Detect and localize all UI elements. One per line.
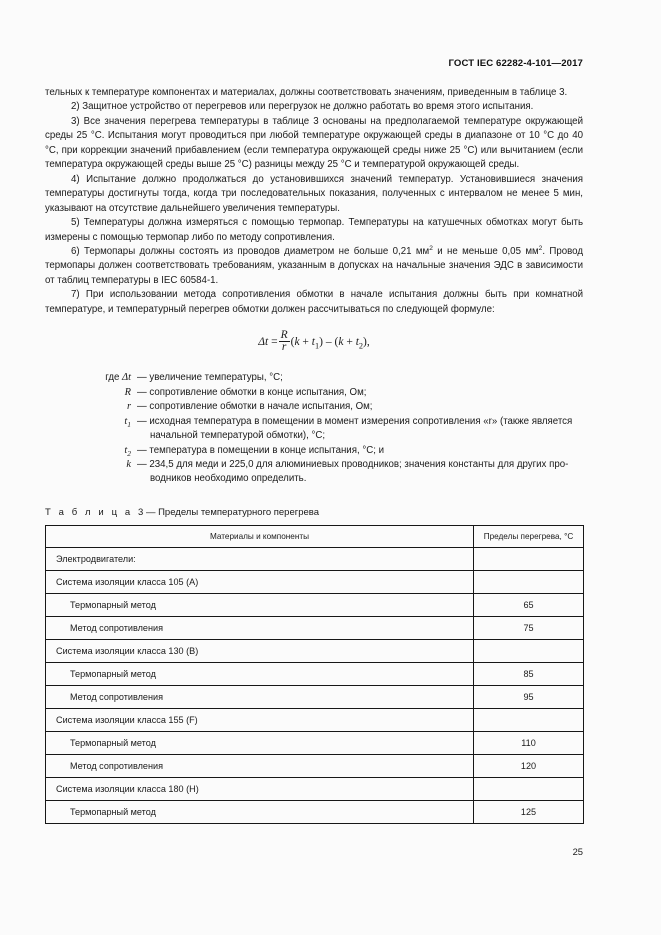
- definition-item-r-lower: [45, 400, 583, 414]
- cell-material: Система изоляции класса 180 (H): [46, 777, 474, 800]
- table-row: [46, 593, 584, 616]
- cell-material: Термопарный метод: [46, 662, 474, 685]
- formula-lhs: Δt: [258, 336, 269, 349]
- definition-text-t1-line1: — исходная температура в помещении в момент измерения сопротивления «r» (также является: [137, 415, 573, 427]
- column-header-limits: Пределы перегрева, °С: [474, 525, 584, 547]
- definition-text-r-lower: — сопротивление обмотки в начале испытания, Ом;: [137, 401, 373, 413]
- cell-value: [474, 570, 584, 593]
- cell-material: Система изоляции класса 105 (A): [46, 570, 474, 593]
- cell-material: Термопарный метод: [46, 593, 474, 616]
- formula-plus-2: +: [346, 336, 353, 349]
- formula-t2: t: [355, 336, 359, 349]
- formula-k2: k: [338, 336, 344, 349]
- body-text-block: [45, 86, 583, 824]
- table-row: [46, 800, 584, 823]
- table-caption-number: 3: [138, 506, 144, 518]
- definition-symbol-r-upper: R: [124, 386, 131, 398]
- definition-item-t2: [45, 444, 583, 458]
- cell-material: Метод сопротивления: [46, 616, 474, 639]
- definition-item-r-upper: [45, 386, 583, 400]
- formula-block: [45, 330, 583, 360]
- table-header-row: [46, 525, 584, 547]
- formula-tail: ,: [366, 336, 370, 349]
- table-row: [46, 547, 584, 570]
- cell-value: [474, 777, 584, 800]
- definition-symbol-text: Δt: [122, 372, 131, 384]
- paragraph-6-superscript-1: 2: [429, 244, 433, 252]
- cell-value: [474, 708, 584, 731]
- paragraph-6-superscript-2: 2: [538, 244, 543, 252]
- paragraph-7: 7) При использовании метода сопротивления обмотки в начале испытания должны быть при комнатной температуре, и температурный перегрев обмотки должен рассчитываться по следующей формуле:: [45, 289, 583, 315]
- cell-value: [474, 639, 584, 662]
- cell-value: 95: [474, 685, 584, 708]
- table-row: [46, 570, 584, 593]
- cell-value: 110: [474, 731, 584, 754]
- definition-text-t1: [137, 415, 583, 444]
- table-row: [46, 708, 584, 731]
- table-row: [46, 662, 584, 685]
- definition-text-r-upper: — сопротивление обмотки в конце испытания, Ом;: [137, 386, 367, 398]
- formula-plus-1: +: [302, 336, 309, 349]
- column-header-materials: Материалы и компоненты: [46, 525, 474, 547]
- temperature-rise-formula: Δt = $\frac{R}{r}$ $(k + t_1) - (k + t_2)$,: [258, 329, 370, 354]
- page-number: 25: [572, 846, 583, 857]
- formula-t2-subscript: 2: [358, 341, 364, 351]
- definition-text-t2: — температура в помещении в конце испытания, °С; и: [137, 444, 385, 456]
- paragraph-3: 3) Все значения перегрева температуры в таблице 3 основаны на предполагаемой температуре окружающей среды 25 °С. Испытания могут проводиться при любой температуре окружающей среды в диапазоне от 10 °С до 40 °С, при коррекции значений прибавлением (если температура окружающей среды ниже 25 °С) или вычитанием (если температура окружающей среды выше 25 °С) разницы между 25 °С и температурой окружающей среды.: [45, 115, 583, 171]
- definition-item-k: [45, 458, 583, 487]
- cell-value: 125: [474, 800, 584, 823]
- table-caption-title: — Пределы температурного перегрева: [145, 506, 320, 518]
- paragraph-6-middle: и не меньше 0,05 мм: [432, 245, 539, 257]
- formula-minus: –: [325, 336, 332, 349]
- cell-material: Термопарный метод: [46, 800, 474, 823]
- definition-symbol-t2: $t_2$: [124, 444, 131, 458]
- definition-text-k: [137, 458, 583, 487]
- table-caption: [45, 507, 583, 518]
- cell-material: Термопарный метод: [46, 731, 474, 754]
- paragraph-6-prefix: 6) Термопары должны состоять из проводов диаметром не больше 0,21 мм: [71, 245, 430, 257]
- formula-t1-subscript: 1: [315, 341, 320, 351]
- cell-value: 85: [474, 662, 584, 685]
- cell-value: [474, 547, 584, 570]
- cell-material: Система изоляции класса 130 (B): [46, 639, 474, 662]
- formula-numerator: R: [280, 329, 288, 342]
- paragraph-5: 5) Температуры должна измеряться с помощью термопар. Температуры на катушечных обмотках могут быть измерены с помощью термопар либо по методу сопротивления.: [45, 217, 583, 243]
- paragraph-6: [45, 245, 583, 288]
- cell-value: 120: [474, 754, 584, 777]
- temperature-rise-limits-table: [45, 525, 584, 824]
- definition-item-delta-t: [45, 371, 583, 385]
- formula-equals: =: [271, 336, 278, 349]
- definition-text-k-line1: — 234,5 для меди и 225,0 для алюминиевых проводников; значения константы для других про-: [137, 458, 569, 470]
- paragraph-2: 2) Защитное устройство от перегревов или перегрузок не должно работать во время этого испытания.: [71, 101, 534, 113]
- cell-material: Метод сопротивления: [46, 685, 474, 708]
- table-row: [46, 639, 584, 662]
- formula-k1: k: [294, 336, 300, 349]
- formula-denominator: r: [279, 341, 290, 353]
- definition-lead-word: где: [105, 372, 120, 384]
- cell-material: Электродвигатели:: [46, 547, 474, 570]
- document-header: ГОСТ IEC 62282-4-101—2017: [448, 58, 583, 69]
- table-caption-label: Т а б л и ц а: [45, 506, 133, 518]
- definition-symbol-t1: $t_1$: [124, 415, 131, 429]
- definition-symbol-r-lower: r: [126, 401, 131, 413]
- paragraph-continued: тельных к температуре компонентах и материалах, должны соответствовать значениям, приведенным в таблице 3.: [45, 87, 568, 98]
- cell-material: Метод сопротивления: [46, 754, 474, 777]
- definition-text-t1-line2: начальной температурой обмотки), °С;: [150, 430, 326, 442]
- cell-value: 65: [474, 593, 584, 616]
- table-row: [46, 777, 584, 800]
- definition-list: [45, 371, 583, 487]
- cell-material: Система изоляции класса 155 (F): [46, 708, 474, 731]
- table-row: [46, 616, 584, 639]
- paragraph-6-suffix: . Провод термопары должен соответствовать требованиям, указанным в допусках на начальные значения ЭДС в зависимости от таблиц температуры в IEC 60584-1.: [45, 245, 583, 286]
- formula-t1: t: [311, 336, 315, 349]
- table-row: [46, 685, 584, 708]
- definition-symbol-delta-t: [45, 371, 131, 385]
- definition-text-delta-t: — увеличение температуры, °С;: [137, 372, 283, 384]
- table-row: [46, 731, 584, 754]
- table-body: [46, 547, 584, 823]
- table-row: [46, 754, 584, 777]
- paragraph-4: 4) Испытание должно продолжаться до установившихся значений температур. Установившиеся значения температуры достигнуты тогда, когда три последовательных показания, полученных с интервалом не менее 5 мин, указывают на отсутствие дальнейшего увеличения температуры.: [45, 173, 583, 214]
- definition-text-k-line2: водников необходимо определить.: [150, 473, 307, 485]
- definition-item-t1: [45, 415, 583, 444]
- cell-value: 75: [474, 616, 584, 639]
- formula-fraction: [279, 330, 290, 353]
- definition-symbol-k: k: [126, 458, 131, 470]
